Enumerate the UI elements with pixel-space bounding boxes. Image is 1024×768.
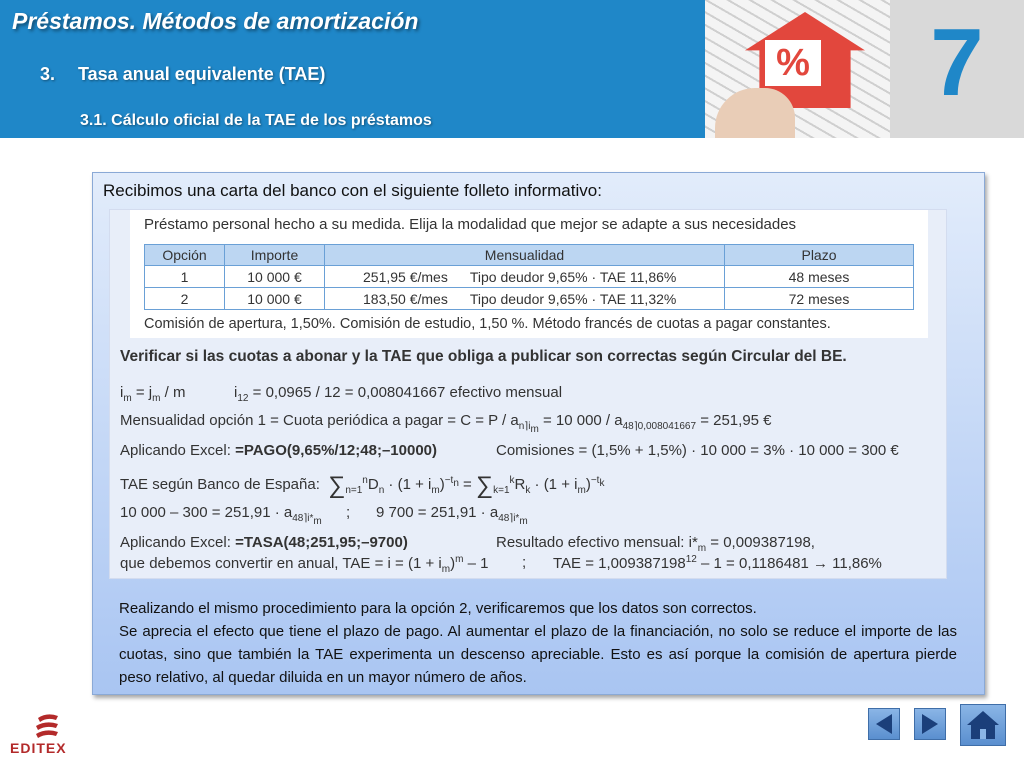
formula-rate-conversion: $i_m = j_m / m$: [120, 384, 186, 404]
content-panel: [92, 172, 985, 695]
column-header: Plazo: [725, 245, 914, 266]
formula-excel-tasa: Aplicando Excel: =TASA(48;251,95;–9700): [120, 534, 408, 551]
formula-separator: ;: [346, 504, 351, 521]
payment-value: 183,50 €/mes: [363, 290, 448, 307]
intro-text: Recibimos una carta del banco con el siguiente folleto informativo:: [103, 181, 602, 200]
brochure-title: Préstamo personal hecho a su medida. Elija la modalidad que mejor se adapte a sus necesidades: [144, 216, 797, 233]
term-cell: 72 meses: [725, 288, 914, 310]
formula-monthly-payment: Mensualidad opción 1 = Cuota periódica a pagar = $C = P / a_{n⌉i_m} = 10$ $000 / a_{48⌉0,008041667} = 251,95$ €: [120, 412, 772, 435]
column-header: Mensualidad: [325, 245, 725, 266]
triangle-right-icon: [920, 713, 940, 735]
formula-net-amount: 10 $000 - 300 = 251,91 \cdot a_{48⌉i*_m}$: [120, 504, 322, 527]
term-cell: 48 meses: [725, 266, 914, 288]
rate-value: Tipo deudor 9,65% · TAE 11,32%: [469, 290, 677, 307]
formula-tae-equation: TAE según Banco de España: $\sum_{n=1}^nD_n \cdot (1 + i_m)^{-t_n} = \sum_{k=1}^kR_k \cdot (1 + i_m)^{-t_k}$: [120, 472, 605, 499]
column-header: Importe: [225, 245, 325, 266]
formula-commissions: Comisiones = (1,5% + 1,5%) · 10 000 = 3% · 10 000 = 300 €: [496, 442, 899, 459]
bank-brochure: [130, 210, 928, 338]
formula-separator: ;: [522, 554, 527, 571]
brochure-note: Comisión de apertura, 1,50%. Comisión de estudio, 1,50 %. Método francés de cuotas a pagar constantes.: [144, 316, 831, 332]
section-number: 3.: [40, 64, 56, 84]
formula-tae-result: TAE = $1,009387198^{12} - 1 = 0,1186481 \to 11,86\%$: [553, 554, 882, 572]
chapter-box: [890, 0, 1024, 138]
column-header: Opción: [145, 245, 225, 266]
payment-cell: [325, 288, 725, 310]
paragraph: Realizando el mismo procedimiento para la opción 2, verificaremos que los datos son correctos.: [119, 600, 757, 617]
page-title: Préstamos. Métodos de amortización: [12, 8, 419, 34]
option-cell: 1: [145, 266, 225, 288]
payment-cell: [325, 266, 725, 288]
payment-value: 251,95 €/mes: [363, 268, 448, 285]
amount-cell: 10 000 €: [225, 288, 325, 310]
table-header-row: [145, 245, 914, 266]
table-row: [145, 288, 914, 310]
header-bar: [0, 0, 705, 138]
chapter-number: 7: [930, 9, 984, 116]
conclusion-text: [119, 597, 957, 689]
previous-slide-button[interactable]: [868, 708, 900, 740]
formula-annual-conversion: que debemos convertir en anual, TAE = $i = (1 + i_m)^m - 1$: [120, 554, 489, 575]
house-icon: [965, 709, 1001, 741]
next-slide-button[interactable]: [914, 708, 946, 740]
logo-text: EDITEX: [10, 740, 67, 756]
triangle-left-icon: [874, 713, 894, 735]
section-title: Tasa anual equivalente (TAE): [78, 64, 326, 84]
paragraph: Se aprecia el efecto que tiene el plazo de pago. Al aumentar el plazo de la financiación, no solo se reduce el importe de las cuotas, sino que también la TAE experimenta un descenso apreciable. Esto es así porque la comisión de apertura pierde peso relativo, al quedar diluida en un mayor número de años.: [119, 623, 957, 686]
section-heading: [40, 64, 325, 85]
table-row: [145, 266, 914, 288]
hand-icon: [715, 88, 795, 138]
formula-net-result: 9 $700 = 251,91 \cdot a_{48⌉i*_m}$: [376, 504, 528, 527]
formula-monthly-result: Resultado efectivo mensual: $i*_m = 0,009387198$,: [496, 534, 815, 554]
home-button[interactable]: [960, 704, 1006, 746]
percent-sign: %: [765, 40, 821, 86]
example-box: [109, 209, 947, 579]
loan-options-table: [144, 244, 914, 310]
formula-excel-pago: Aplicando Excel: =PAGO(9,65%/12;48;–10000): [120, 442, 437, 459]
verify-heading: Verificar si las cuotas a abonar y la TAE que obliga a publicar son correctas según Circular del BE.: [120, 348, 847, 365]
rate-value: Tipo deudor 9,65% · TAE 11,86%: [469, 268, 677, 285]
header-illustration: [705, 0, 890, 138]
logo-mark-icon: [32, 712, 62, 740]
subsection-heading: 3.1. Cálculo oficial de la TAE de los préstamos: [80, 112, 432, 129]
amount-cell: 10 000 €: [225, 266, 325, 288]
option-cell: 2: [145, 288, 225, 310]
formula-monthly-rate: $i_{12} = 0,0965 / 12 = 0,008041667$ efectivo mensual: [234, 384, 563, 404]
editex-logo: [10, 712, 80, 758]
